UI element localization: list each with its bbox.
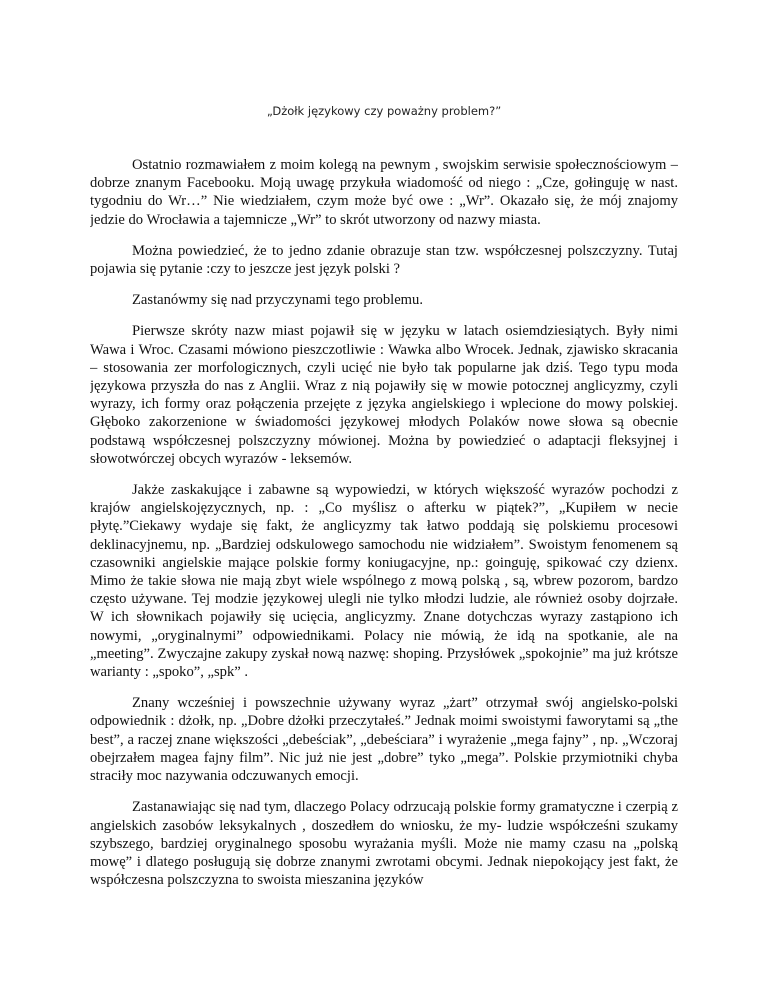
paragraph-3: Zastanówmy się nad przyczynami tego problemu.: [132, 292, 423, 309]
document-body: [90, 156, 678, 889]
document-title: „Dżołk językowy czy poważny problem?”: [266, 104, 502, 118]
paragraph-6: Znany wcześniej i powszechnie używany wyraz „żart” otrzymał swój angielsko-polski odpowiednik : dżołk, np. „Dobre dżołki przeczytałeś.” Jednak moimi swoistymi faworytami są „the best”, a raczej znane większości „debeściak”, „debeściara” i wyrażenie „mega fajny” , np. „Wczoraj obejrzałem magea fajny film”. Nic już nie jest „dobre” tyko „mega”. Polskie przymiotniki chyba straciły moc nazywania odczuwanych emocji.: [90, 695, 678, 785]
paragraph-4: Pierwsze skróty nazw miast pojawił się w języku w latach osiemdziesiątych. Były nimi Wawa i Wroc. Czasami mówiono pieszczotliwie : Wawka albo Wrocek. Jednak, zjawisko skracania – stosowania zer morfologicznych, czyli ucięć nie było tak popularne jak dziś. Tego typu moda językowa przyszła do nas z Anglii. Wraz z nią pojawiły się w mowie potocznej anglicyzmy, czyli wyrazy, ich formy oraz połączenia przejęte z języka angielskiego i wplecione do mowy polskiej. Głęboko zakorzenione w świadomości językowej młodych Polaków nowe słowa są obecnie podstawą współczesnej polszczyzny mówionej. Można by powiedzieć o adaptacji fleksyjnej i słowotwórczej obcych wyrazów - leksemów.: [90, 323, 678, 467]
paragraph-1: Ostatnio rozmawiałem z moim kolegą na pewnym , swojskim serwisie społecznościowym – dobrze znanym Facebooku. Moją uwagę przykuła wiadomość od niego : „Cze, gołinguję w nast. tygodniu do Wr…” Nie wiedziałem, czym może być owe : „Wr”. Okazało się, że mój znajomy jedzie do Wrocławia a tajemnicze „Wr” to skrót utworzony od nazwy miasta.: [90, 157, 678, 228]
paragraph-5: Jakże zaskakujące i zabawne są wypowiedzi, w których większość wyrazów pochodzi z krajów angielskojęzycznych, np. : „Co myślisz o afterku w piątek?”, „Kupiłem w necie płytę.”Ciekawy wydaje się fakt, że anglicyzmy tak łatwo poddają się polskiemu procesowi deklinacyjnemu, np. „Bardziej odskulowego samochodu nie widziałem”. Swoistym fenomenem są czasowniki angielskie mające polskie formy koniugacyjne, np.: goinguję, spikować czy dzienx. Mimo że takie słowa nie mają zbyt wiele wspólnego z mową polską , są, wbrew pozorom, bardzo często używane. Tej modzie językowej ulegli nie tylko młodzi ludzie, ale również osoby dojrzałe. W ich słownikach pojawiły się ucięcia, anglicyzmy. Znane dotychczas wyrazy zastąpiono ich nowymi, „oryginalnymi” odpowiednikami. Polacy nie mówią, że idą na spotkanie, ale na „meeting”. Zwyczajne zakupy zyskał nową nazwę: shoping. Przysłówek „spokojnie” ma już krótsze warianty : „spoko”, „spk” .: [90, 482, 678, 681]
paragraph-7: Zastanawiając się nad tym, dlaczego Polacy odrzucają polskie formy gramatyczne i czerpią z angielskich zasobów leksykalnych , doszedłem do wniosku, że my- ludzie współcześni szukamy szybszego, bardziej oryginalnego sposobu wyrażania myśli. Może nie mamy czasu na „polską mowę” i dlatego posługują się dobrze znanymi zwrotami obcymi. Jednak niepokojący jest fakt, że współczesna polszczyzna to swoista mieszanina języków: [90, 799, 678, 889]
paragraph-2: Można powiedzieć, że to jedno zdanie obrazuje stan tzw. współczesnej polszczyzny. Tutaj pojawia się pytanie :czy to jeszcze jest język polski ?: [90, 242, 678, 278]
document-page: [90, 0, 678, 994]
